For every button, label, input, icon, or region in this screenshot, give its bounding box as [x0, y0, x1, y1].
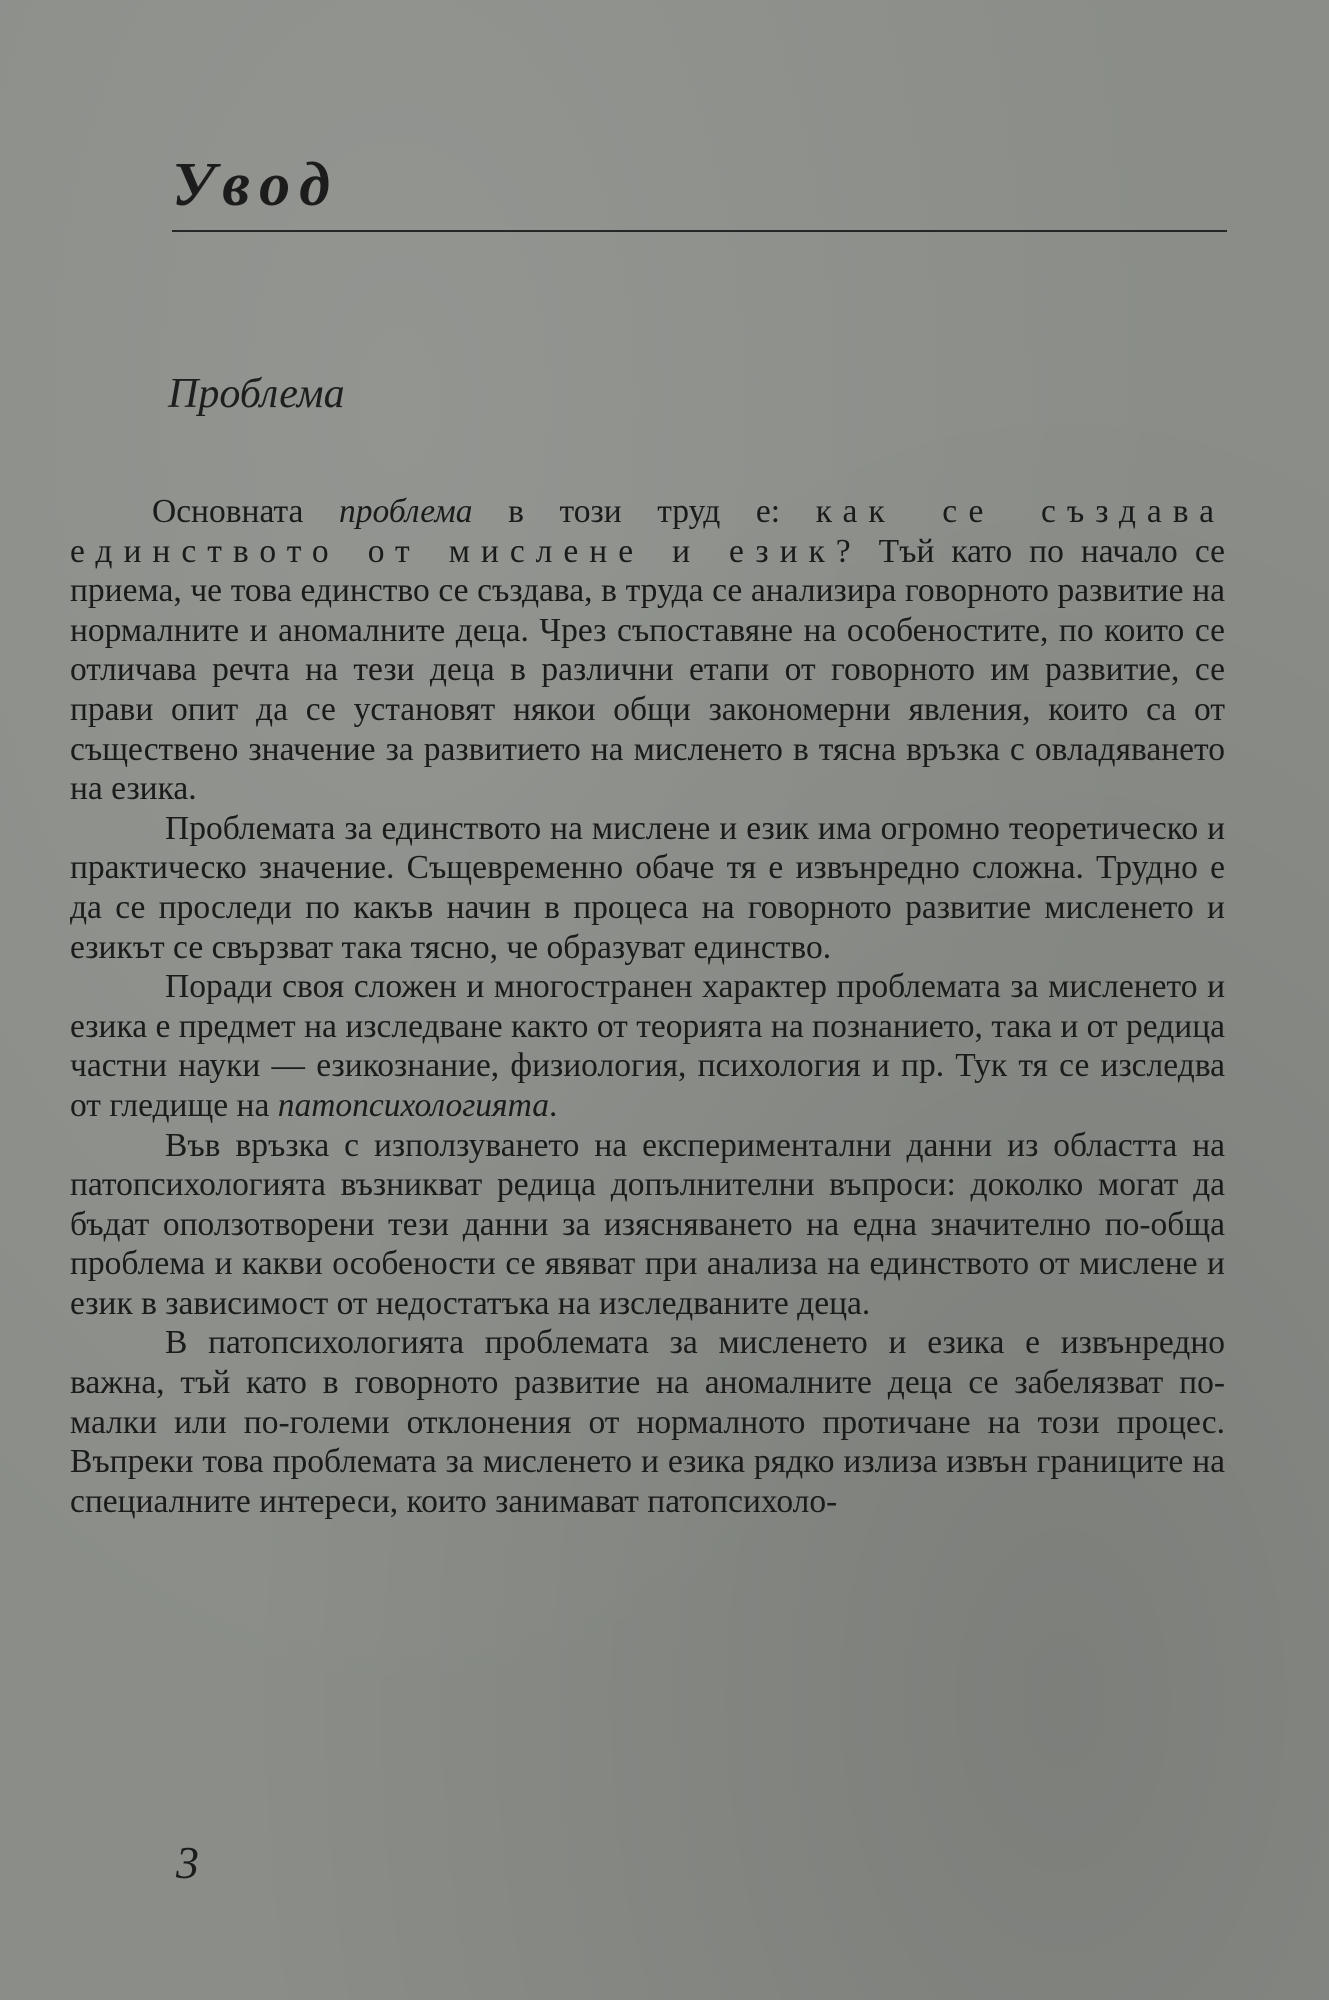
paragraph-5: В патопсихологията проблемата за мисленето и езика е извънредно важна, тъй като в говорното развитие на аномалните деца се забелязват по-малки или по-големи отклонения от нормалното протичане на този процес. Въпреки това проблемата за мисленето и езика рядко излиза извън границите на специалните интереси, които занимават патопсихоло-: [70, 1324, 1225, 1520]
page-number: 3: [176, 1837, 199, 1888]
paragraph-2: Проблемата за единството на мислене и език има огромно теоретическо и практическо значение. Същевременно обаче тя е извънредно сложна. Трудно е да се проследи по какъв начин в процеса на говорното развитие мисленето и езикът се свързват така тясно, че образуват единство.: [70, 809, 1225, 966]
paragraph-3-text-a: Поради своя сложен и многостранен характер проблемата за мисленето и езика е предмет на изследване както от теорията на познанието, така и от редица частни науки — езикознание, физиология, психология и пр. Тук тя се изследва от гледище на: [70, 968, 1225, 1124]
paragraph-4: Във връзка с използуването на експериментални данни из областта на патопсихологията възникват редица допълнителни въпроси: доколко могат да бъдат оползотворени тези данни за изясняването на една значително по-обща проблема и какви особености се явяват при анализа на единството от мислене и език в зависимост от недостатъка на изследваните деца.: [70, 1126, 1225, 1322]
body-text: [70, 492, 1225, 1521]
paragraph-1: [70, 492, 1225, 809]
paragraph-1-text-c: Тъй като по начало се приема, че това единство се създава, в труда се анализира говорното развитие на нормалните и аномалните деца. Чрез съпоставяне на особеностите, по които се отличава речта на тези деца в различни етапи от говорното им развитие, се прави опит да се установят някои общи закономерни явления, които са от съществено значение за развитието на мисленето в тясна връзка с овладяването на езика.: [70, 532, 1225, 808]
chapter-title: Увод: [172, 151, 341, 219]
paragraph-1-emphasis: проблема: [339, 493, 473, 530]
paragraph-1-spaced-question: как се създава единството от мислене и език?: [70, 493, 1225, 570]
section-title: Проблема: [168, 371, 345, 417]
paragraph-1-text-a: Основната: [152, 493, 340, 530]
paragraph-3-emphasis: патопсихологията: [277, 1086, 549, 1124]
paragraph-3: [70, 967, 1225, 1125]
paragraph-3-text-b: .: [548, 1086, 558, 1124]
paragraph-1-text-b: в този труд е:: [472, 493, 816, 530]
title-underline: [172, 230, 1227, 232]
